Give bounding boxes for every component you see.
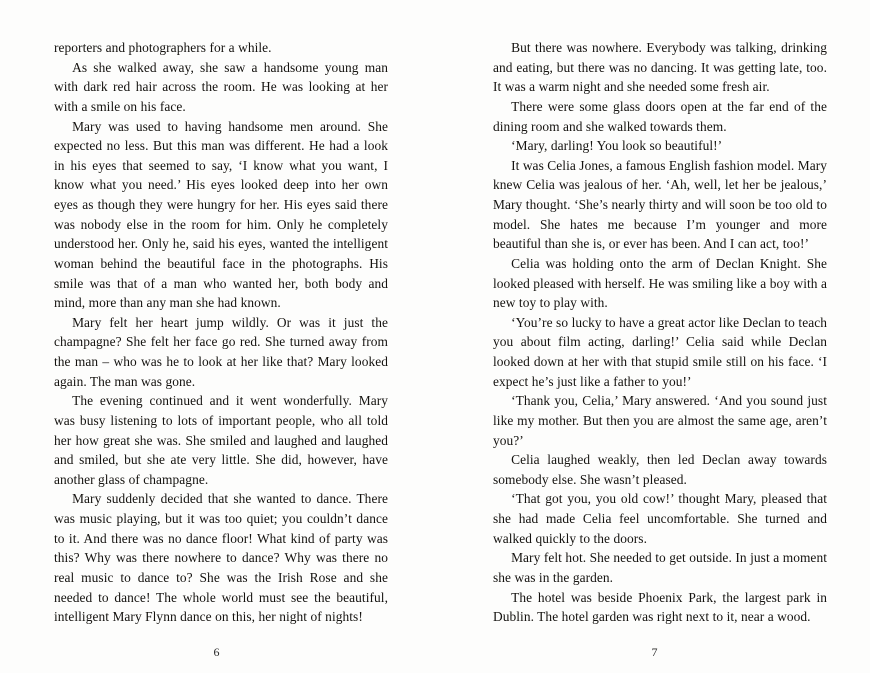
left-page-text-column [54,38,388,627]
paragraph: Mary was used to having handsome men around. She expected no less. But this man was different. He had a look in his eyes that seemed to say, ‘I know what you want, I know what you need.’ His eyes looked deep into her own eyes as though they were hungry for her. His eyes said there was nobody else in the room for him. Only he completely understood her. Only he, said his eyes, wanted the intelligent woman behind the beautiful face in the photographs. His smile was that of a man who wanted her, both body and mind, more than any man she had known. [54,118,388,311]
paragraph: The hotel was beside Phoenix Park, the largest park in Dublin. The hotel garden was right next to it, near a wood. [493,589,827,625]
right-page-folio: 7 [651,645,658,659]
paragraph: ‘That got you, you old cow!’ thought Mary, pleased that she had made Celia feel uncomfortable. She turned and walked quickly to the doors. [493,491,827,546]
paragraph: Celia was holding onto the arm of Declan Knight. She looked pleased with herself. He was smiling like a boy with a new toy to play with. [493,255,827,311]
paragraph: Celia laughed weakly, then led Declan away towards somebody else. She wasn’t pleased. [493,452,827,487]
paragraph: reporters and photographers for a while. [54,40,272,55]
paragraph: ‘Thank you, Celia,’ Mary answered. ‘And you sound just like my mother. But then you are almost the same age, aren’t you?’ [493,393,827,448]
paragraph: Mary felt hot. She needed to get outside. In just a moment she was in the garden. [493,550,827,585]
paragraph: Mary felt her heart jump wildly. Or was it just the champagne? She felt her face go red. She turned away from the man – who was he to look at her like that? Mary looked again. The man was gone. [54,314,388,389]
paragraph: It was Celia Jones, a famous English fashion model. Mary knew Celia was jealous of her. ‘Ah, well, let her be jealous,’ Mary thought. ‘She’s nearly thirty and will soon be too old to model. She hates me because I’m younger and more beautiful than she is, or ever has been. And I can act, too!’ [493,157,827,252]
paragraph: But there was nowhere. Everybody was talking, drinking and eating, but there was no dancing. It was getting late, too. It was a warm night and she needed some fresh air. [493,40,827,95]
right-page [435,0,870,673]
paragraph: Mary suddenly decided that she wanted to dance. There was music playing, but it was too quiet; you couldn’t dance to it. And there was no dance floor! What kind of party was this? Why was there nowhere to dance? Why was there no real music to dance to? She was the Irish Rose and she needed to dance! The whole world must see the beautiful, intelligent Mary Flynn dance on this, her night of nights! [54,491,388,625]
paragraph: ‘You’re so lucky to have a great actor like Declan to teach you about film acting, darling!’ Celia said while Declan looked down at her with that stupid smile still on his face. ‘I expect he’s just like a father to you!’ [493,314,827,389]
paragraph: ‘Mary, darling! You look so beautiful!’ [511,138,723,154]
paragraph: There were some glass doors open at the far end of the dining room and she walked towards them. [493,98,827,134]
left-page-folio: 6 [213,645,220,659]
paragraph: The evening continued and it went wonderfully. Mary was busy listening to lots of important people, who all told her how great she was. She smiled and laughed and laughed and smiled, but she ate very little. She did, however, have another glass of champagne. [54,393,388,487]
paragraph: As she walked away, she saw a handsome young man with dark red hair across the room. He was looking at her with a smile on his face. [54,59,388,114]
right-page-text-column [493,38,827,627]
